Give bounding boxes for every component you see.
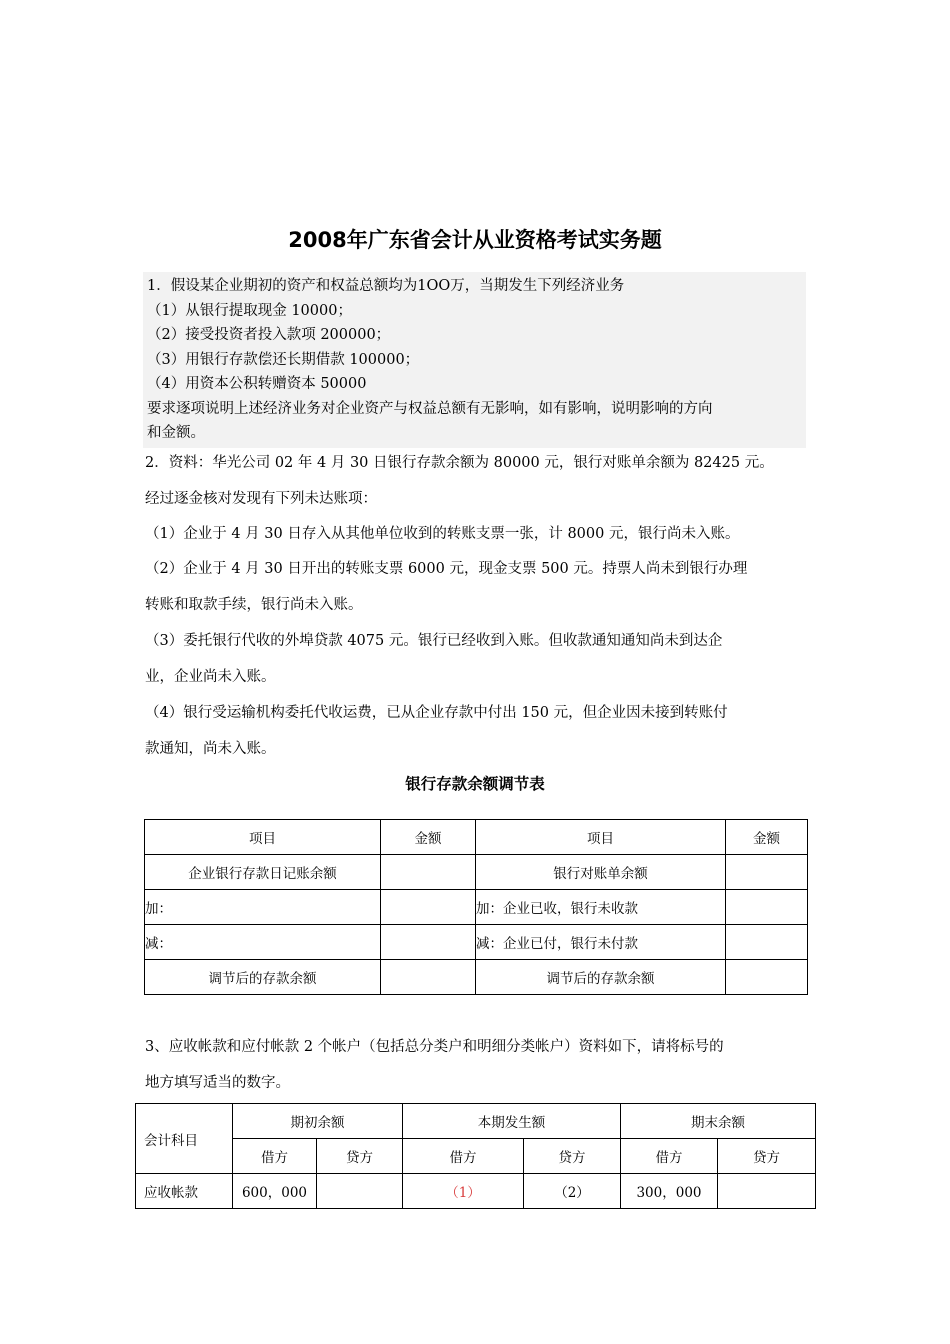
q1-line: （1）从银行提取现金 10000； bbox=[147, 302, 352, 319]
subheader-cell: 借方 bbox=[403, 1139, 524, 1174]
header-cell: 金额 bbox=[726, 820, 808, 855]
q2-line: （1）企业于 4 月 30 日存入从其他单位收到的转账支票一张，计 8000 元，银行尚未入账。 bbox=[145, 526, 740, 542]
table-row bbox=[145, 925, 808, 960]
table-header-row bbox=[145, 820, 808, 855]
table-cell bbox=[718, 1174, 816, 1209]
group-header: 期末余额 bbox=[621, 1104, 816, 1139]
q1-line: 要求逐项说明上述经济业务对企业资产与权益总额有无影响，如有影响，说明影响的方向 bbox=[147, 400, 713, 417]
subject-header: 会计科目 bbox=[136, 1104, 233, 1174]
subheader-cell: 贷方 bbox=[317, 1139, 403, 1174]
table-cell: 减： bbox=[145, 925, 381, 960]
table-cell: 300，000 bbox=[621, 1174, 718, 1209]
q2-line: 2．资料：华光公司 02 年 4 月 30 日银行存款余额为 80000 元，银行对账单余额为 82425 元。 bbox=[145, 455, 774, 471]
table-caption: 银行存款余额调节表 bbox=[405, 775, 545, 793]
table-cell bbox=[381, 855, 476, 890]
table-cell: 应收帐款 bbox=[136, 1174, 233, 1209]
reconciliation-table bbox=[144, 819, 808, 995]
subheader-cell: 贷方 bbox=[524, 1139, 621, 1174]
table-cell bbox=[726, 960, 808, 995]
q2-line: （3）委托银行代收的外埠贷款 4075 元。银行已经收到入账。但收款通知通知尚未到达企 bbox=[145, 633, 723, 649]
table-cell: 加：企业已收，银行未收款 bbox=[476, 890, 726, 925]
table-cell: 调节后的存款余额 bbox=[476, 960, 726, 995]
q2-line: （2）企业于 4 月 30 日开出的转账支票 6000 元，现金支票 500 元。持票人尚未到银行办理 bbox=[145, 561, 748, 577]
q2-line: 业，企业尚未入账。 bbox=[145, 669, 276, 685]
table-cell bbox=[381, 925, 476, 960]
table-cell bbox=[381, 960, 476, 995]
table-cell: 600，000 bbox=[233, 1174, 317, 1209]
header-cell: 项目 bbox=[145, 820, 381, 855]
q1-line: （4）用资本公积转赠资本 50000 bbox=[147, 376, 367, 392]
subheader-cell: 贷方 bbox=[718, 1139, 816, 1174]
header-cell: 金额 bbox=[381, 820, 476, 855]
q3-line: 3、应收帐款和应付帐款 2 个帐户（包括总分类户和明细分类帐户）资料如下，请将标号的 bbox=[145, 1039, 724, 1055]
q1-line: 1．假设某企业期初的资产和权益总额均为1OO万，当期发生下列经济业务 bbox=[147, 278, 625, 294]
q1-line: （2）接受投资者投入款项 200000； bbox=[147, 327, 391, 343]
page-title: 2008年广东省会计从业资格考试实务题 bbox=[288, 228, 662, 252]
q2-line: （4）银行受运输机构委托代收运费，已从企业存款中付出 150 元，但企业因未接到转账付 bbox=[145, 705, 728, 721]
q2-line: 转账和取款手续，银行尚未入账。 bbox=[145, 597, 363, 613]
table-row bbox=[145, 960, 808, 995]
q3-line: 地方填写适当的数字。 bbox=[145, 1075, 290, 1091]
header-cell: 项目 bbox=[476, 820, 726, 855]
subheader-cell: 借方 bbox=[233, 1139, 317, 1174]
table-subheader-row bbox=[136, 1139, 816, 1174]
table-cell: 企业银行存款日记账余额 bbox=[145, 855, 381, 890]
q2-line: 经过逐金核对发现有下列未达账项： bbox=[145, 491, 377, 507]
table-row bbox=[145, 890, 808, 925]
table-cell bbox=[381, 890, 476, 925]
table-cell: 减：企业已付，银行未付款 bbox=[476, 925, 726, 960]
table-header-row bbox=[136, 1104, 816, 1139]
q2-line: 款通知，尚未入账。 bbox=[145, 741, 276, 757]
q1-line: 和金额。 bbox=[147, 425, 205, 441]
table-cell: 加： bbox=[145, 890, 381, 925]
table-cell: 银行对账单余额 bbox=[476, 855, 726, 890]
q1-line: （3）用银行存款偿还长期借款 100000； bbox=[147, 351, 420, 368]
blank-1-cell: （1） bbox=[403, 1174, 524, 1209]
table-cell bbox=[726, 925, 808, 960]
table-row bbox=[136, 1174, 816, 1209]
question-1-block bbox=[143, 272, 806, 448]
table-cell bbox=[726, 890, 808, 925]
table-row bbox=[145, 855, 808, 890]
group-header: 期初余额 bbox=[233, 1104, 403, 1139]
blank-2-cell: （2） bbox=[524, 1174, 621, 1209]
accounts-table bbox=[135, 1103, 816, 1209]
group-header: 本期发生额 bbox=[403, 1104, 621, 1139]
table-cell bbox=[726, 855, 808, 890]
subheader-cell: 借方 bbox=[621, 1139, 718, 1174]
table-cell bbox=[317, 1174, 403, 1209]
table-cell: 调节后的存款余额 bbox=[145, 960, 381, 995]
